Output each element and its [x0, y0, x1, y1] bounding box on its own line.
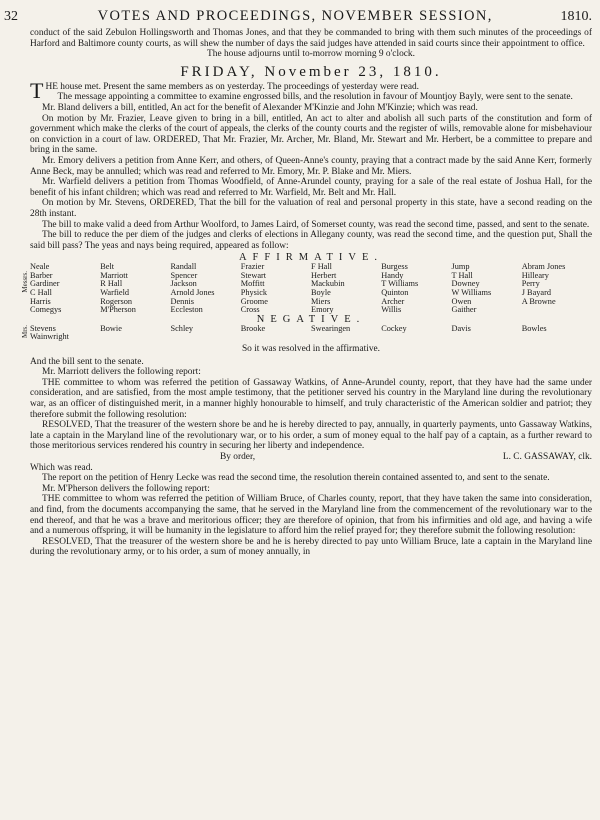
member-name: A Browne: [521, 296, 556, 306]
member-name: Rogerson: [100, 296, 133, 306]
member-name: Archer: [381, 296, 405, 306]
paragraph-text: Mr. Marriott delivers the following report:: [42, 367, 201, 378]
yeas-margin-label: Messrs.: [21, 271, 29, 293]
member-name: Schley: [170, 323, 194, 333]
member-name: Owen: [451, 296, 472, 306]
continued-paragraph: conduct of the said Zebulon Hollingsworth and Thomas Jones, and that they be commanded to bring with them such minutes of the proceedings of Harford and Baltimore county courts, as will shew the number of days the said judges have attended in said courts since their appointment to office.: [30, 28, 592, 49]
member-name: Groome: [240, 296, 268, 306]
member-name: Eccleston: [170, 305, 203, 315]
affirmative-votes: [21, 262, 592, 315]
member-name: Randall: [170, 262, 197, 272]
member-name: Boyle: [311, 288, 331, 298]
member-name: Belt: [100, 262, 115, 272]
member-name: Stewart: [240, 270, 267, 280]
member-name: Herbert: [311, 270, 337, 280]
member-name: T Williams: [381, 279, 419, 289]
member-name: Emory: [311, 305, 334, 315]
member-name: Dennis: [170, 296, 195, 306]
member-name: R Hall: [100, 279, 123, 289]
paragraph-text: Mr. M'Pherson delivers the following report:: [42, 483, 210, 494]
member-name: Harris: [30, 296, 51, 306]
paragraph: [30, 177, 592, 198]
member-name: Gaither: [451, 305, 477, 315]
paragraph: [30, 220, 592, 231]
member-name: Bowie: [100, 323, 122, 333]
negative-votes: [21, 323, 592, 342]
paragraph: [30, 114, 592, 156]
member-name: Jump: [451, 262, 470, 272]
vote-row: [30, 306, 592, 315]
paragraph: [30, 537, 592, 558]
ordered-label: ORDERED,: [149, 198, 197, 209]
member-name: Warfield: [100, 288, 130, 298]
paragraph: [30, 156, 592, 177]
negative-heading: NEGATIVE.: [256, 313, 366, 325]
member-name: T Hall: [451, 270, 473, 280]
vote-row: [30, 333, 592, 342]
member-name: Cockey: [381, 323, 407, 333]
paragraph-text: That the treasurer of the western shore be and he is hereby directed to pay, annually, in quarterly payments, unto Gassaway Watkins, late a captain in the Maryland line of the revolutionary war, or to his order, a sum of money equal to the half pay of a captain, as a further reward to those meritorious services rendered his country in securing her liberty and independence.: [30, 420, 592, 452]
member-name: Quinton: [381, 288, 409, 298]
member-name: Willis: [381, 305, 402, 315]
paragraph-text: The bill to make valid a deed from Arthur Woolford, to James Laird, of Somerset county, was read the second time, passed, and sent to the senate.: [42, 219, 590, 230]
adjournment-line: The house adjourns until to-morrow morning 9 o'clock.: [207, 49, 415, 60]
paragraph-text: Mr. Bland delivers a bill, entitled, An act for the benefit of Alexander M'Kinzie and John M'Kinzie; which was read.: [42, 102, 478, 113]
member-name: Brooke: [240, 323, 266, 333]
member-name: Arnold Jones: [170, 288, 215, 298]
vote-row: [30, 325, 592, 334]
member-name: Bowles: [521, 323, 547, 333]
paragraph: [30, 494, 592, 536]
paragraph: [30, 230, 592, 251]
member-name: Gardiner: [30, 279, 60, 289]
member-name: Mackubin: [311, 279, 345, 289]
member-name: Miers: [311, 296, 331, 306]
member-name: [171, 333, 241, 342]
member-name: Burgess: [381, 262, 408, 272]
member-name: Handy: [381, 270, 404, 280]
running-year: 1810.: [560, 9, 592, 24]
paragraph-text: On motion by Mr. Stevens,: [42, 198, 147, 209]
running-title: VOTES AND PROCEEDINGS, NOVEMBER SESSION,: [97, 8, 493, 24]
paragraph: [30, 484, 592, 495]
paragraph-text: Mr. Emory delivers a petition from Anne Kerr, and others, of Queen-Anne's county, praying that a contract made by the said Anne Kerr, formerly Anne Beck, may be annulled; which was read and referred to Mr. Emory, Mr. P. Blake and Mr. Miers.: [30, 155, 592, 177]
vote-result: So it was resolved in the affirmative.: [241, 344, 381, 355]
proceedings-paragraphs: [30, 77, 593, 252]
member-name: Swearingen: [311, 323, 351, 333]
by-order: By order,: [220, 451, 256, 462]
paragraph-text: On motion by Mr. Frazier, Leave given to bring in a bill, entitled, An act to alter and abolish all such parts of the constitution and form of government which make the clerks of the court of appeals, the clerks of the county courts and the register of wills, removable alone for misbehaviour on conviction in a court of law.: [30, 113, 592, 145]
member-name: [522, 306, 592, 315]
member-name: W Williams: [451, 288, 492, 298]
member-name: Hilleary: [521, 270, 549, 280]
report-paragraphs: [30, 357, 592, 452]
member-name: [311, 333, 381, 342]
member-name: Marriott: [100, 270, 128, 280]
paragraph-text: THE committee to whom was referred the petition of William Bruce, of Charles county, report, that they have taken the same into consideration, and find, from the documents accompanying the same, that he served in the Maryland line from the commencement of the revolutionary war to the end thereof, and that he was a brave and meritorious officer; they are therefore of opinion, that from his infirmities and old age, and having a wife and a numerous offspring, it will be humanity in the legislature to afford him the relief prayed for; they therefore submit the following resolution:: [30, 494, 592, 537]
member-name: Davis: [451, 323, 471, 333]
member-name: Downey: [451, 279, 480, 289]
member-name: Moffitt: [240, 279, 265, 289]
paragraph-text: That the treasurer of the western shore be and he is hereby directed to pay unto William Bruce, late a captain in the Maryland line during the revolutionary army, or to his order, a sum of money annually, in: [30, 536, 592, 558]
resolved-label: RESOLVED,: [42, 420, 93, 431]
paragraph-text: The bill to reduce the per diem of the judges and clerks of elections in Allegany county, was read the second time, and the question put, Shall the said bill pass? The yeas and nays being required, appeared as follow:: [30, 230, 592, 251]
paragraph: [30, 463, 592, 474]
member-name: Perry: [521, 279, 540, 289]
running-header: [4, 6, 592, 28]
paragraph-text: And the bill sent to the senate.: [30, 356, 144, 367]
member-name: F Hall: [311, 262, 332, 272]
paragraph-text: HE house met. Present the same members as on yesterday. The proceedings of yesterday were read.: [45, 81, 420, 92]
ordered-text: That the bill for the valuation of real and personal property in this state, have a second reading on the 28th instant.: [30, 198, 592, 219]
resolved-label: RESOLVED,: [42, 536, 93, 547]
member-name: [100, 333, 170, 342]
member-name: M'Pherson: [100, 305, 136, 315]
day-heading: FRIDAY, November 23, 1810.: [180, 63, 442, 80]
member-name: [381, 333, 451, 342]
paragraph-text: THE committee to whom was referred the petition of Gassaway Watkins, of Anne-Arundel county, report, that they have had the same under consideration, and are satisfied, from the most ample testimony, that the petitioner served his country in the Maryland line during the revolutionary war, as an officer of distinguished merit, in a manner highly honourable to himself, and truly characteristic of the American soldier and patriot; they therefore submit the following resolution:: [30, 377, 592, 420]
negative-table: [30, 325, 592, 342]
member-name: J Bayard: [521, 288, 552, 298]
paragraph: [30, 92, 592, 103]
paragraph-text: Which was read.: [30, 462, 93, 473]
member-name: C Hall: [30, 288, 52, 298]
clerk-signature: L. C. GASSAWAY, clk.: [502, 451, 592, 462]
member-name: Spencer: [170, 270, 198, 280]
affirmative-table: [30, 263, 592, 315]
closing-paragraphs: [30, 463, 592, 558]
paragraph-text: Mr. Warfield delivers a petition from Thomas Woodfield, of Anne-Arundel county, praying for a sale of the real estate of Joshua Hall, for the benefit of his infant children; which was read and referred to Mr. Warfield, Mr. Belt and Mr. Hall.: [30, 177, 592, 198]
paragraph: [30, 378, 592, 420]
member-name: [241, 333, 311, 342]
nays-margin-label: Mrs.: [21, 324, 29, 338]
member-name: Neale: [30, 262, 50, 272]
paragraph-text: The report on the petition of Henry Lecke was read the second time, the resolution therein contained assented to, and sent to the senate.: [42, 473, 550, 484]
member-name: Cross: [240, 305, 260, 315]
paragraph: [30, 357, 592, 368]
member-name: Stevens: [30, 323, 56, 333]
ordered-label: ORDERED,: [153, 134, 201, 145]
paragraph-text: The message appointing a committee to examine engrossed bills, and the resolution in favour of Mountjoy Bayly, were sent to the senate.: [57, 92, 573, 103]
member-name: Physick: [240, 288, 268, 298]
member-name: Barber: [30, 270, 53, 280]
member-name: Wainwright: [30, 332, 69, 342]
paragraph: [30, 103, 592, 114]
paragraph: [30, 198, 592, 219]
page-number: 32: [4, 9, 18, 24]
ordered-text: That Mr. Frazier, Mr. Archer, Mr. Bland, Mr. Stewart and Mr. Herbert, be a committee to prepare and bring in the same.: [30, 134, 593, 156]
member-name: [452, 333, 522, 342]
member-name: Jackson: [170, 279, 197, 289]
drop-cap: T: [30, 77, 44, 103]
paragraph: [30, 367, 592, 378]
affirmative-heading: AFFIRMATIVE.: [238, 252, 384, 264]
member-name: [522, 333, 592, 342]
signature-line: [30, 452, 592, 463]
paragraph: [30, 473, 592, 484]
member-name: Frazier: [240, 262, 265, 272]
paragraph: [30, 420, 592, 452]
member-name: Abram Jones: [521, 262, 566, 272]
member-name: Comegys: [30, 305, 62, 315]
